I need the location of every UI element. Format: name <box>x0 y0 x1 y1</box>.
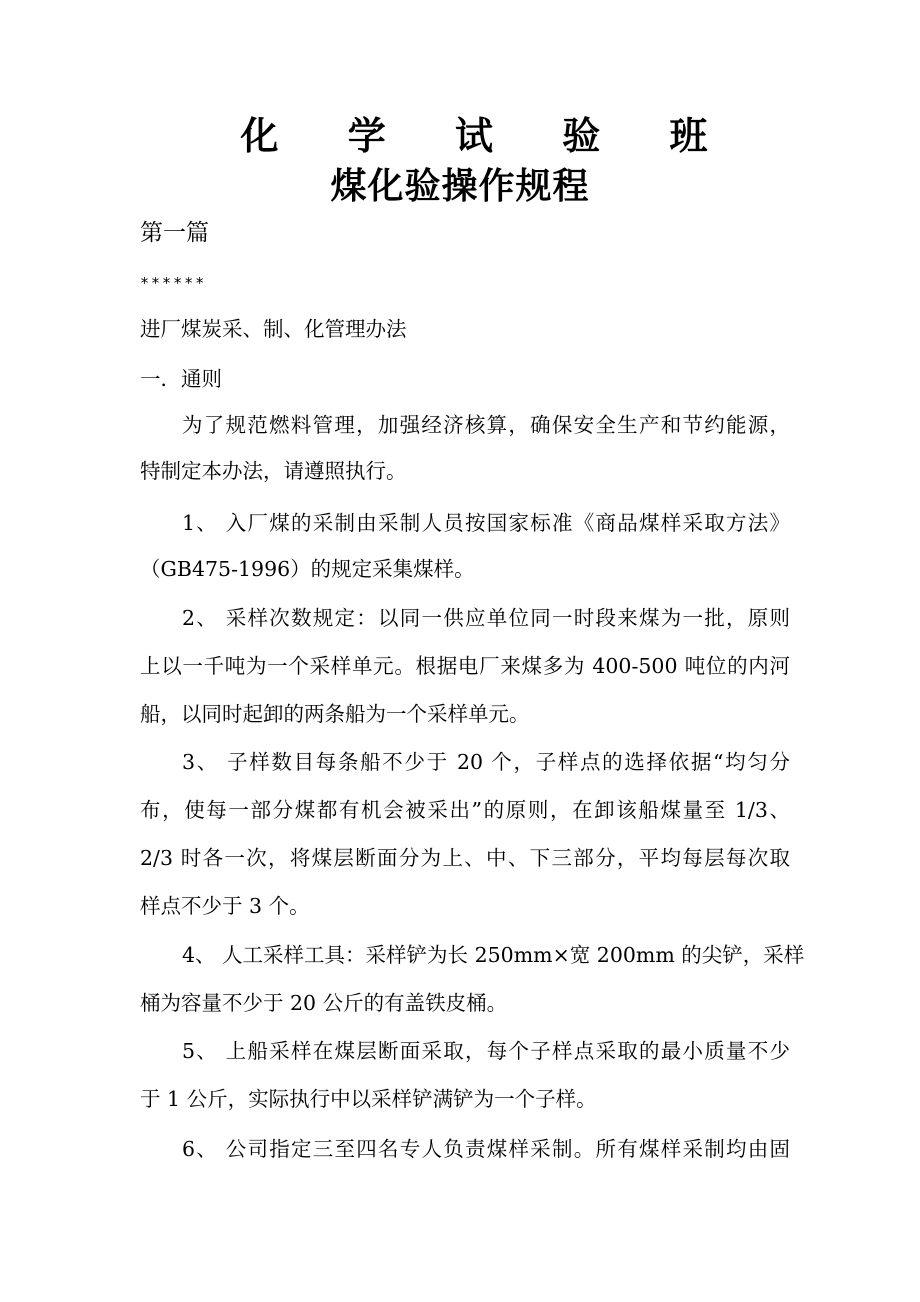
chapter-heading: 一．通则 <box>140 367 222 391</box>
paragraph-line: 5、 上船采样在煤层断面采取，每个子样点采取的最小质量不少 <box>182 1039 790 1063</box>
paragraph-line: 4、 人工采样工具：采样铲为长 250mm×宽 200mm 的尖铲，采样 <box>182 943 805 967</box>
paragraph-line: 3、 子样数目每条船不少于 20 个，子样点的选择依据“均匀分 <box>182 750 790 774</box>
paragraph-line: 桶为容量不少于 20 公斤的有盖铁皮桶。 <box>140 991 508 1015</box>
section-title: 进厂煤炭采、制、化管理办法 <box>140 317 407 341</box>
part-heading: 第一篇 <box>140 220 209 246</box>
paragraph-line: 于 1 公斤，实际执行中以采样铲满铲为一个子样。 <box>140 1087 597 1111</box>
paragraph-line: 特制定本办法，请遵照执行。 <box>140 459 407 483</box>
paragraph-line: 样点不少于 3 个。 <box>140 894 310 918</box>
paragraph-line: 为了规范燃料管理，加强经济核算，确保安全生产和节约能源， <box>182 413 790 437</box>
paragraph-line: 1、 入厂煤的采制由采制人员按国家标准《商品煤样采取方法》 <box>182 511 790 535</box>
paragraph-line: 6、 公司指定三至四名专人负责煤样采制。所有煤样采制均由固 <box>182 1137 790 1161</box>
paragraph-line: （GB475-1996）的规定采集煤样。 <box>140 557 475 581</box>
paragraph-line: 2/3 时各一次，将煤层断面分为上、中、下三部分，平均每层每次取 <box>140 846 790 870</box>
document-title: 化 学 试 验 班 <box>240 113 736 158</box>
paragraph-line: 上以一千吨为一个采样单元。根据电厂来煤多为 400-500 吨位的内河 <box>140 654 790 678</box>
document-subtitle: 煤化验操作规程 <box>330 165 590 207</box>
paragraph-line: 2、 采样次数规定：以同一供应单位同一时段来煤为一批，原则 <box>182 606 790 630</box>
paragraph-line: 布，使每一部分煤都有机会被采出”的原则，在卸该船煤量至 1/3、 <box>140 798 790 822</box>
separator-stars: ****** <box>140 274 207 292</box>
paragraph-line: 船，以同时起卸的两条船为一个采样单元。 <box>140 702 530 726</box>
